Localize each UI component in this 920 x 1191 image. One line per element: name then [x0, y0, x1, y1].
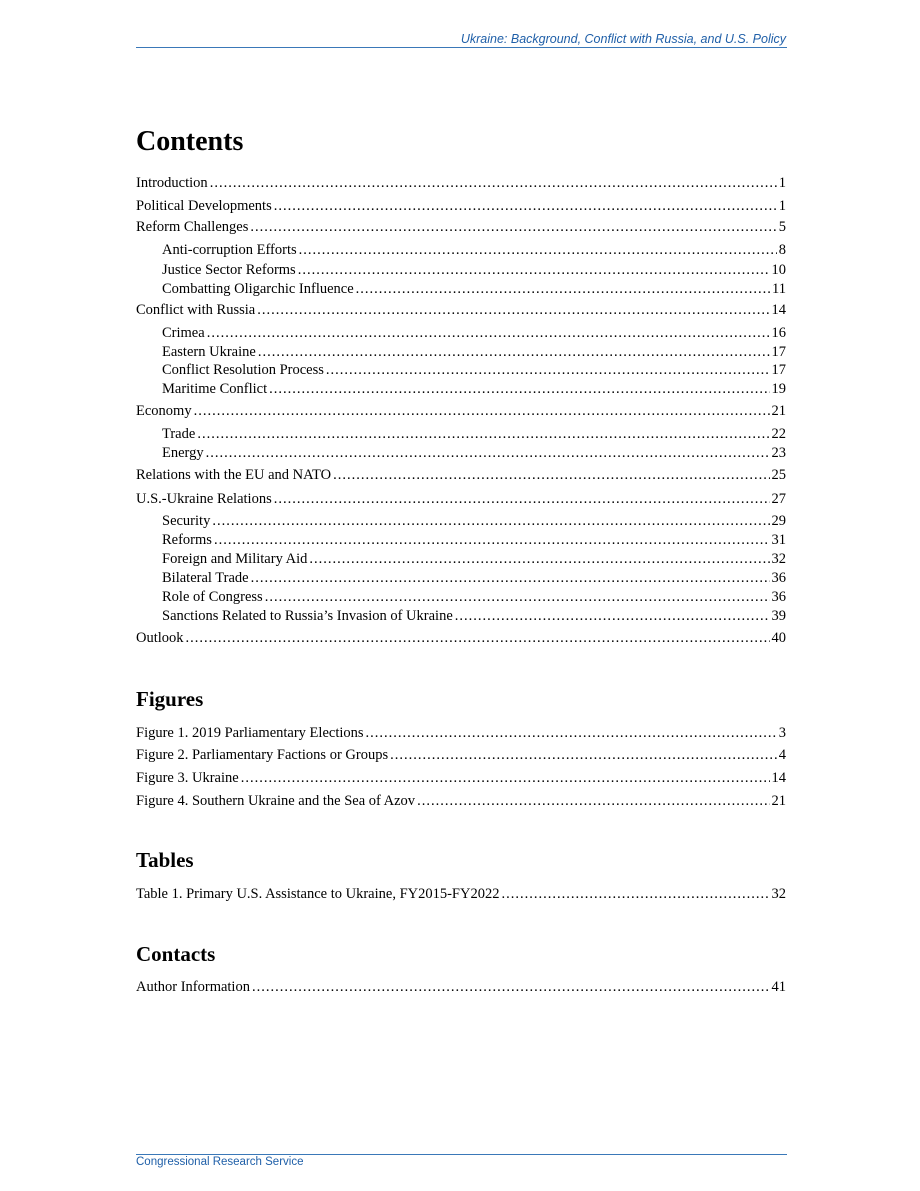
toc-entry-us-ukraine-relations[interactable]: [136, 490, 786, 509]
toc-entry-page: 10: [771, 262, 786, 278]
toc-entry-role-of-congress[interactable]: [162, 588, 786, 607]
toc-entry-foreign-military-aid[interactable]: [162, 550, 786, 569]
footer-rule: [136, 1154, 787, 1155]
toc-entry-title: Political Developments: [136, 198, 272, 214]
toc-entry-title: Eastern Ukraine: [162, 344, 256, 360]
toc-entry-page: 25: [771, 467, 786, 483]
toc-entry-introduction[interactable]: [136, 174, 786, 193]
dot-leader: [212, 512, 769, 531]
toc-entry-title: Energy: [162, 445, 204, 461]
toc-entry-page: 36: [771, 589, 786, 605]
dot-leader: [298, 261, 770, 280]
toc-entry-page: 11: [772, 281, 786, 297]
toc-entry-title: Reform Challenges: [136, 219, 249, 235]
figure-entry-1[interactable]: [136, 724, 786, 743]
toc-entry-page: 21: [771, 403, 786, 419]
dot-leader: [206, 444, 770, 463]
dot-leader: [309, 550, 769, 569]
toc-entry-page: 5: [778, 219, 786, 235]
toc-entry-maritime-conflict[interactable]: [162, 380, 786, 399]
figure-entry-title: Figure 4. Southern Ukraine and the Sea of Azov: [136, 793, 416, 809]
toc-entry-page: 22: [771, 426, 786, 442]
toc-entry-title: Maritime Conflict: [162, 381, 268, 397]
dot-leader: [252, 978, 770, 997]
dot-leader: [455, 607, 770, 626]
toc-entry-page: 39: [771, 608, 786, 624]
toc-entry-trade[interactable]: [162, 425, 786, 444]
toc-entry-energy[interactable]: [162, 444, 786, 463]
toc-entry-page: 14: [771, 302, 786, 318]
figures-heading: Figures: [136, 687, 204, 711]
toc-entry-outlook[interactable]: [136, 629, 786, 648]
toc-entry-reforms[interactable]: [162, 531, 786, 550]
footer-publisher: Congressional Research Service: [136, 1156, 304, 1168]
toc-entry-page: 16: [771, 325, 786, 341]
toc-entry-page: 17: [771, 344, 786, 360]
toc-entry-economy[interactable]: [136, 402, 786, 421]
header-rule: [136, 47, 787, 48]
toc-entry-page: 40: [771, 630, 786, 646]
dot-leader: [274, 197, 777, 216]
toc-entry-title: Security: [162, 513, 211, 529]
contents-heading: Contents: [136, 126, 244, 157]
table-entry-1[interactable]: [136, 885, 786, 904]
toc-entry-page: 31: [771, 532, 786, 548]
toc-entry-crimea[interactable]: [162, 324, 786, 343]
dot-leader: [299, 241, 777, 260]
figure-entry-title: Figure 2. Parliamentary Factions or Groups: [136, 747, 389, 763]
figure-entry-title: Figure 1. 2019 Parliamentary Elections: [136, 725, 364, 741]
toc-entry-conflict-with-russia[interactable]: [136, 301, 786, 320]
toc-entry-sanctions[interactable]: [162, 607, 786, 626]
toc-entry-title: Anti-corruption Efforts: [162, 242, 297, 258]
dot-leader: [326, 361, 770, 380]
dot-leader: [417, 792, 769, 811]
dot-leader: [186, 629, 770, 648]
figure-entry-3[interactable]: [136, 769, 786, 788]
toc-entry-page: 19: [771, 381, 786, 397]
dot-leader: [250, 218, 776, 237]
toc-entry-title: Trade: [162, 426, 196, 442]
figure-entry-2[interactable]: [136, 746, 786, 765]
toc-entry-oligarchic-influence[interactable]: [162, 280, 786, 299]
dot-leader: [258, 343, 770, 362]
toc-entry-title: Conflict Resolution Process: [162, 362, 324, 378]
toc-entry-reform-challenges[interactable]: [136, 218, 786, 237]
toc-entry-title: Crimea: [162, 325, 205, 341]
dot-leader: [207, 324, 770, 343]
toc-entry-anti-corruption[interactable]: [162, 241, 786, 260]
dot-leader: [366, 724, 777, 743]
tables-heading: Tables: [136, 848, 194, 872]
toc-entry-justice-sector[interactable]: [162, 261, 786, 280]
toc-entry-page: 8: [778, 242, 786, 258]
toc-entry-bilateral-trade[interactable]: [162, 569, 786, 588]
table-entry-page: 32: [771, 886, 786, 902]
toc-entry-eastern-ukraine[interactable]: [162, 343, 786, 362]
toc-entry-title: Foreign and Military Aid: [162, 551, 308, 567]
figure-entry-page: 21: [771, 793, 786, 809]
dot-leader: [390, 746, 777, 765]
toc-entry-page: 1: [778, 175, 786, 191]
figure-entry-page: 3: [778, 725, 786, 741]
figure-entry-4[interactable]: [136, 792, 786, 811]
toc-entry-title: Relations with the EU and NATO: [136, 467, 332, 483]
toc-entry-title: Combatting Oligarchic Influence: [162, 281, 354, 297]
toc-entry-title: U.S.-Ukraine Relations: [136, 491, 272, 507]
dot-leader: [501, 885, 769, 904]
table-entry-title: Table 1. Primary U.S. Assistance to Ukraine, FY2015-FY2022: [136, 886, 500, 902]
toc-entry-title: Introduction: [136, 175, 208, 191]
toc-entry-page: 1: [778, 198, 786, 214]
toc-entry-eu-nato[interactable]: [136, 466, 786, 485]
toc-entry-title: Reforms: [162, 532, 212, 548]
dot-leader: [210, 174, 777, 193]
dot-leader: [257, 301, 769, 320]
contacts-heading: Contacts: [136, 942, 216, 966]
contact-entry-title: Author Information: [136, 979, 250, 995]
figure-entry-page: 14: [771, 770, 786, 786]
dot-leader: [274, 490, 770, 509]
toc-entry-page: 36: [771, 570, 786, 586]
dot-leader: [214, 531, 770, 550]
dot-leader: [197, 425, 769, 444]
toc-entry-security[interactable]: [162, 512, 786, 531]
toc-entry-title: Economy: [136, 403, 192, 419]
dot-leader: [265, 588, 770, 607]
toc-entry-title: Bilateral Trade: [162, 570, 249, 586]
toc-entry-page: 17: [771, 362, 786, 378]
toc-entry-page: 23: [771, 445, 786, 461]
dot-leader: [194, 402, 770, 421]
toc-entry-page: 27: [771, 491, 786, 507]
contact-entry-page: 41: [771, 979, 786, 995]
toc-entry-title: Sanctions Related to Russia’s Invasion of Ukraine: [162, 608, 453, 624]
dot-leader: [241, 769, 770, 788]
dot-leader: [333, 466, 769, 485]
toc-entry-title: Conflict with Russia: [136, 302, 256, 318]
toc-entry-title: Outlook: [136, 630, 184, 646]
toc-entry-conflict-resolution[interactable]: [162, 361, 786, 380]
dot-leader: [269, 380, 769, 399]
toc-entry-page: 32: [771, 551, 786, 567]
contact-entry-author-information[interactable]: [136, 978, 786, 997]
running-header: Ukraine: Background, Conflict with Russia, and U.S. Policy: [460, 32, 786, 46]
toc-entry-title: Justice Sector Reforms: [162, 262, 296, 278]
figure-entry-page: 4: [778, 747, 786, 763]
toc-entry-page: 29: [771, 513, 786, 529]
toc-entry-title: Role of Congress: [162, 589, 263, 605]
dot-leader: [251, 569, 770, 588]
figure-entry-title: Figure 3. Ukraine: [136, 770, 239, 786]
toc-entry-political-developments[interactable]: [136, 197, 786, 216]
dot-leader: [356, 280, 770, 299]
